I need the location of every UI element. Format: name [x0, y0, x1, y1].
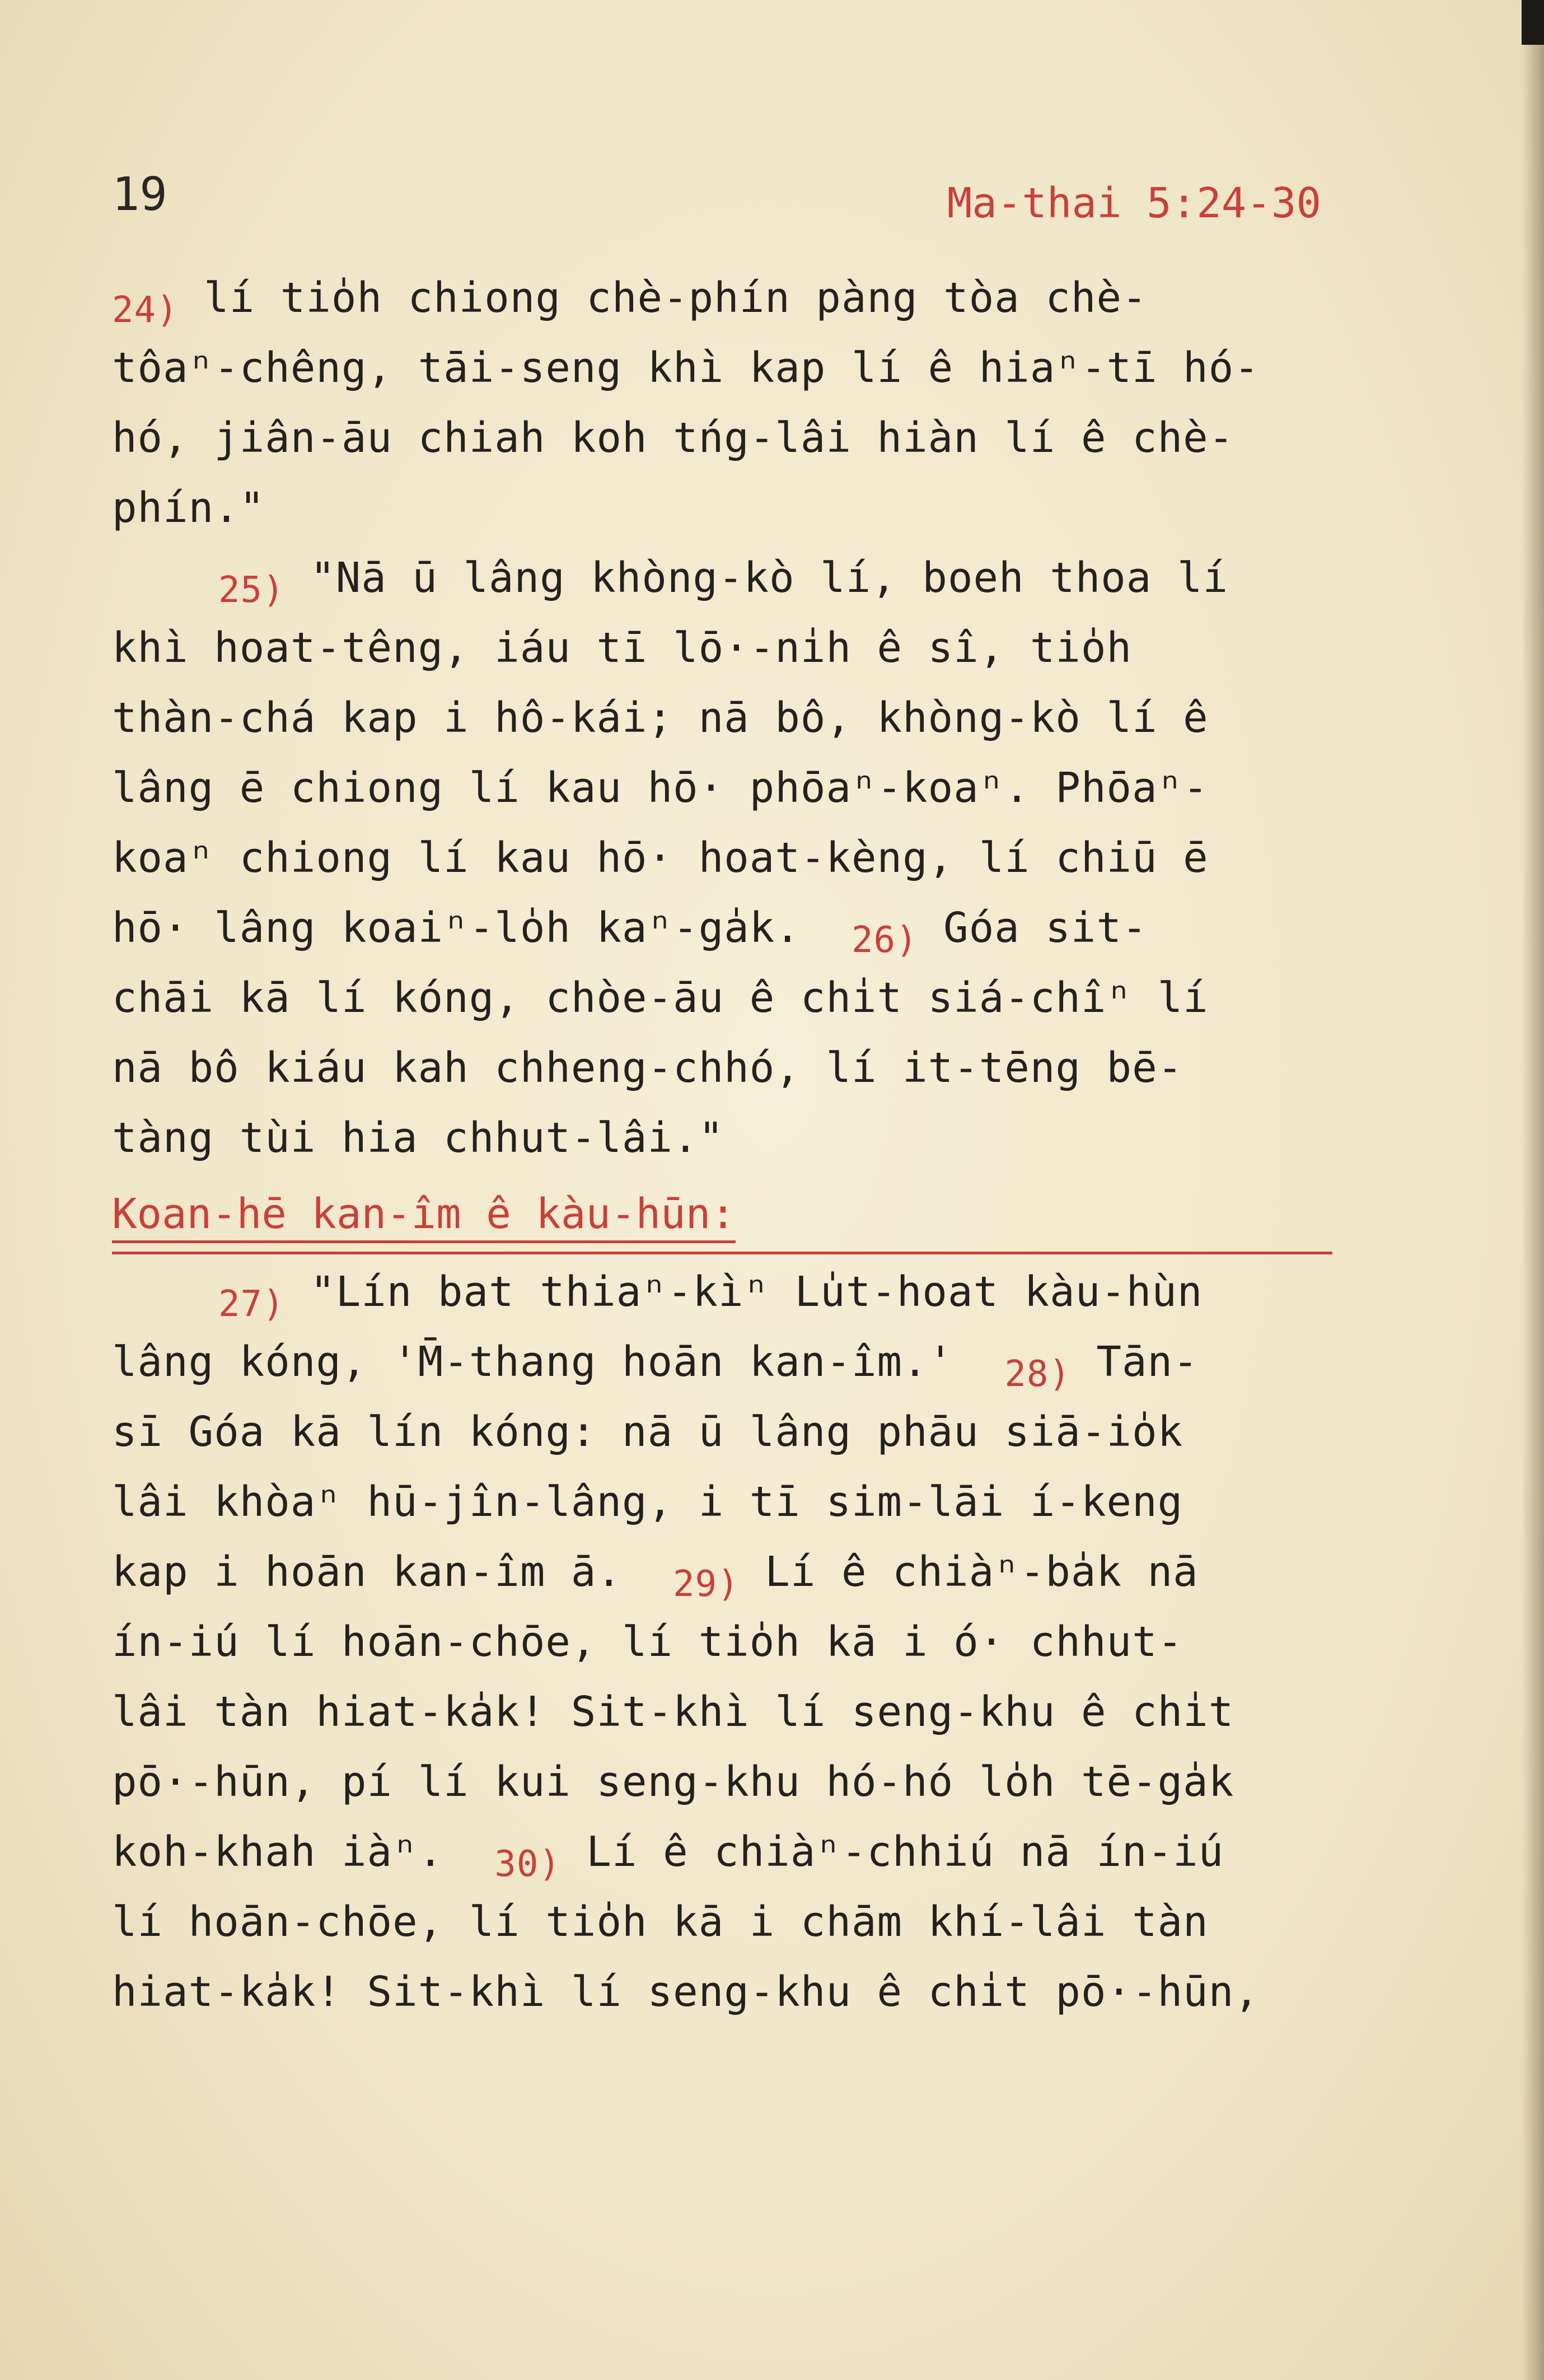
verse-number: 24): [112, 290, 179, 331]
verse-number: 29): [673, 1564, 740, 1605]
line-text: lâi khòaⁿ hū-jîn-lâng, i tī sim-lāi í-keng: [112, 1478, 1183, 1526]
page-edge-shadow: [1522, 0, 1544, 2380]
text-line: [112, 1327, 1344, 1397]
text-line: [112, 1747, 1344, 1817]
text-line: [112, 1103, 1344, 1173]
page-header: [112, 168, 1321, 246]
text-line: [112, 403, 1344, 473]
line-text: lâi tàn hiat-ka̍k! Sit-khì lí seng-khu ê chi̍t: [112, 1688, 1234, 1736]
verse-number: 26): [851, 920, 918, 961]
text-line: [112, 893, 1344, 963]
text-block-a: [112, 263, 1344, 1173]
text-line: [112, 263, 1344, 333]
section-heading-row: [112, 1173, 1344, 1257]
line-text: chāi kā lí kóng, chòe-āu ê chi̍t siá-chîⁿ lí: [112, 974, 1209, 1022]
line-text: lâng kóng, 'M̄-thang hoān kan-îm.': [112, 1338, 1005, 1386]
page-number: 19: [112, 168, 167, 221]
verse-number: 28): [1004, 1354, 1071, 1395]
text-line: [112, 1537, 1344, 1607]
line-text: hō· lâng koaiⁿ-lo̍h kaⁿ-ga̍k.: [112, 904, 852, 952]
section-rule: [112, 1252, 1332, 1254]
line-text: koh-khah iàⁿ.: [112, 1828, 495, 1876]
text-block-b: [112, 1257, 1344, 2027]
line-text: Tān-: [1070, 1338, 1199, 1386]
line-text: khì hoat-têng, iáu tī lō·-ni̍h ê sî, tio̍h: [112, 624, 1133, 672]
text-line: [112, 1677, 1344, 1747]
line-text: "Nā ū lâng khòng-kò lí, boeh thoa lí: [284, 554, 1229, 602]
section-heading: Koan-hē kan-îm ê kàu-hūn:: [112, 1190, 736, 1243]
line-text: pō·-hūn, pí lí kui seng-khu hó-hó lo̍h tē-ga̍k: [112, 1758, 1234, 1806]
verse-number: 30): [494, 1844, 561, 1885]
text-line: [112, 1033, 1344, 1103]
line-text: thàn-chá kap i hô-kái; nā bô, khòng-kò lí ê: [112, 694, 1209, 742]
verse-number: 27): [218, 1284, 285, 1325]
text-line: [112, 1397, 1344, 1467]
running-head: Ma-thai 5:24-30: [947, 179, 1321, 227]
line-text: hiat-ka̍k! Sit-khì lí seng-khu ê chi̍t pō·-hūn,: [112, 1968, 1260, 2016]
line-text: "Lín bat thiaⁿ-kìⁿ Lu̍t-hoat kàu-hùn: [284, 1268, 1203, 1316]
text-line: [112, 963, 1344, 1033]
line-text: Lí ê chiàⁿ-chhiú nā ín-iú: [560, 1828, 1224, 1876]
text-line: [112, 753, 1344, 823]
line-text: koaⁿ chiong lí kau hō· hoat-kèng, lí chiū ē: [112, 834, 1209, 882]
text-line: [112, 683, 1344, 753]
line-text: sī Góa kā lín kóng: nā ū lâng phāu siā-io̍k: [112, 1408, 1183, 1456]
line-text: hó, jiân-āu chiah koh tńg-lâi hiàn lí ê chè-: [112, 414, 1234, 462]
text-body: [112, 263, 1344, 2027]
text-line: [112, 1887, 1344, 1957]
line-text: ín-iú lí hoān-chōe, lí tio̍h kā i ó· chhut-: [112, 1618, 1183, 1666]
line-text: Lí ê chiàⁿ-ba̍k nā: [739, 1548, 1199, 1596]
text-line: [112, 1607, 1344, 1677]
verse-number: 25): [218, 570, 285, 611]
line-text: tàng tùi hia chhut-lâi.": [112, 1114, 724, 1162]
text-line: [112, 823, 1344, 893]
line-text: phín.": [112, 484, 265, 532]
text-line: [112, 1467, 1344, 1537]
text-line: [112, 543, 1344, 613]
text-line: [112, 473, 1344, 543]
page-corner: [1522, 0, 1544, 45]
line-text: lâng ē chiong lí kau hō· phōaⁿ-koaⁿ. Phōaⁿ-: [112, 764, 1209, 812]
text-line: [112, 1957, 1344, 2027]
line-text: kap i hoān kan-îm ā.: [112, 1548, 673, 1596]
line-text: tôaⁿ-chêng, tāi-seng khì kap lí ê hiaⁿ-tī hó-: [112, 344, 1260, 392]
line-text: Góa sit-: [918, 904, 1148, 952]
text-line: [112, 1817, 1344, 1887]
text-line: [112, 333, 1344, 403]
text-line: [112, 613, 1344, 683]
text-line: [112, 1257, 1344, 1327]
line-text: lí hoān-chōe, lí tio̍h kā i chām khí-lâi tàn: [112, 1898, 1209, 1946]
line-text: lí tio̍h chiong chè-phín pàng tòa chè-: [178, 274, 1148, 322]
line-text: nā bô kiáu kah chheng-chhó, lí it-tēng bē-: [112, 1044, 1183, 1092]
